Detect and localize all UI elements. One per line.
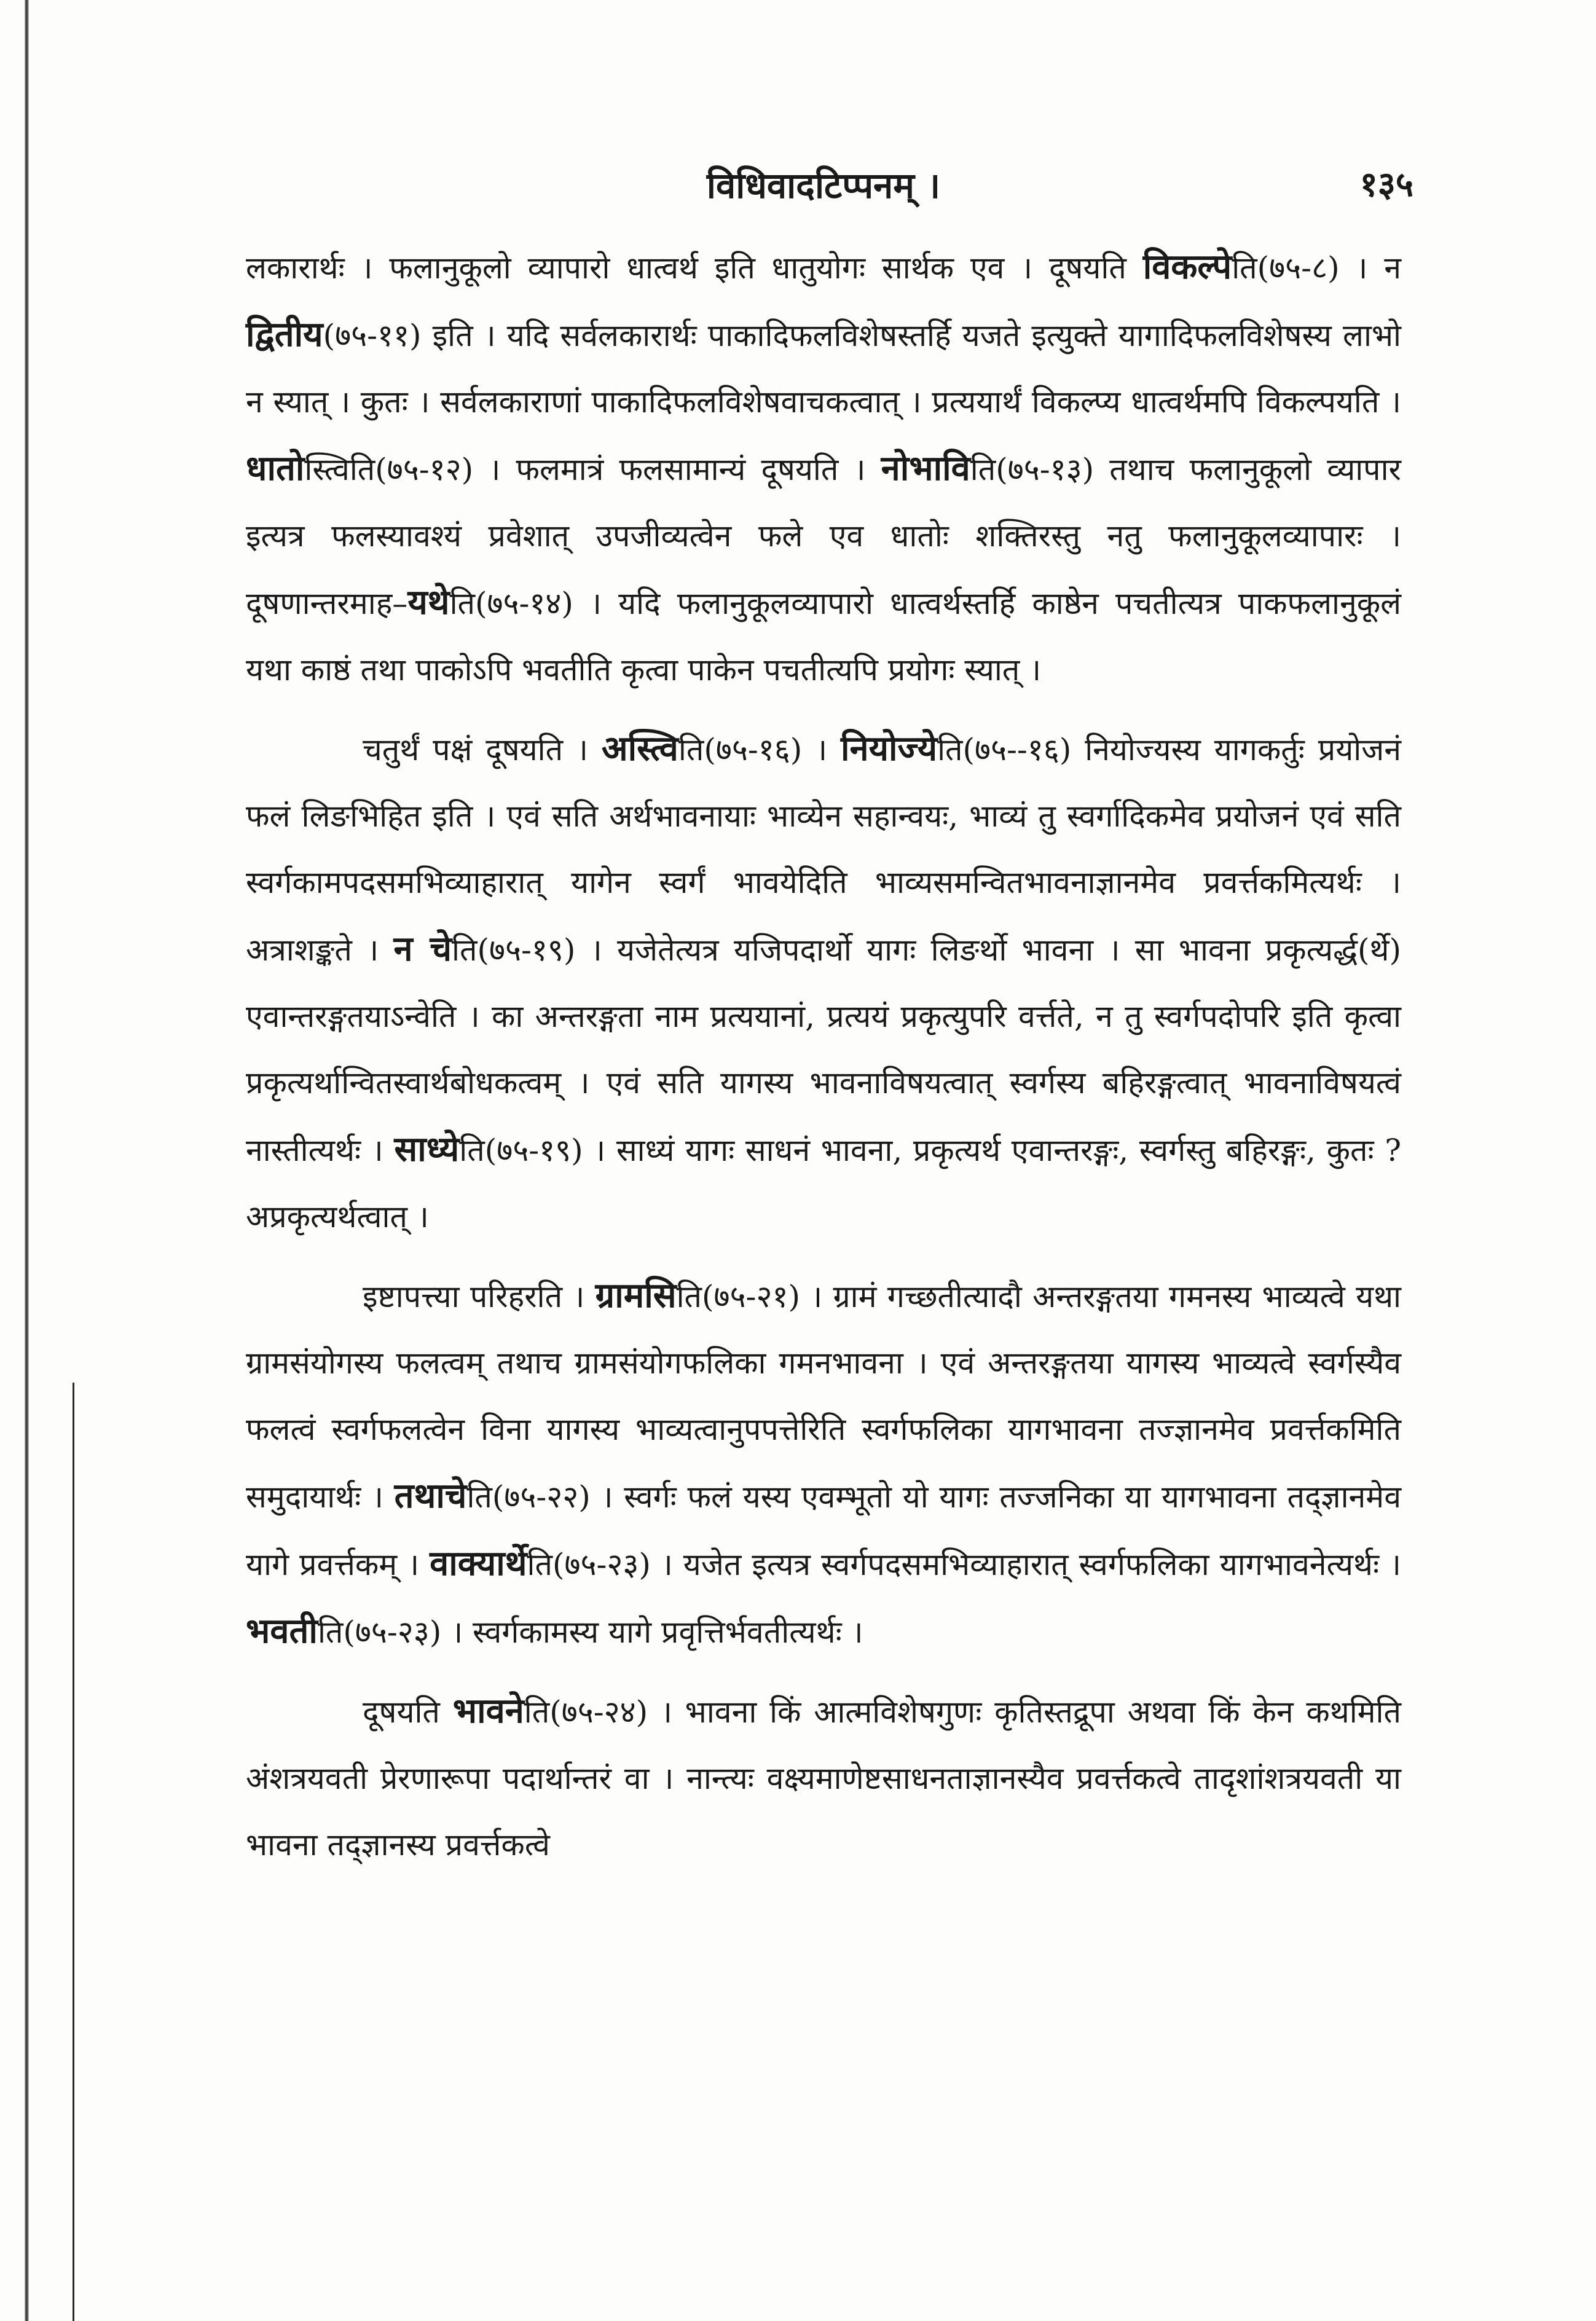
lemma-reference: यथे xyxy=(407,582,450,622)
text-segment: ति(७५-२१) । ग्रामं गच्छतीत्यादौ अन्तरङ्गतया गमनस्य भाव्यत्वे यथा ग्रामसंयोगस्य फलत्वम् तथाच ग्रामसंयोगफलिका गमनभावना । एवं अन्तरङ्गतया यागस्य भाव्यत्वे स्वर्गस्यैव फलत्वं स्वर्गफलत्वेन विना यागस्य भाव्यत्वानुपपत्तेरिति स्वर्गफलिका यागभावना तज्ज्ञानमेव प्रवर्त्तकमिति समुदायार्थः । xyxy=(246,1279,1401,1515)
binding-shadow xyxy=(25,0,29,2321)
text-segment: ति(७५-२२) । स्वर्गः फलं यस्य एवम्भूतो यो यागः तज्जनिका या यागभावना तद्ज्ञानमेव यागे प्रवर्त्तकम् । xyxy=(246,1479,1401,1582)
page-number: १३५ xyxy=(1359,164,1413,205)
lemma-reference: नियोज्ये xyxy=(840,728,938,769)
text-segment: ति(७५-८) । न xyxy=(1232,250,1401,286)
page-title: विधिवादटिप्पनम् । xyxy=(706,165,941,206)
paragraph xyxy=(246,1262,1401,1665)
lemma-reference: धातो xyxy=(246,448,305,489)
lemma-reference: तथाचे xyxy=(394,1475,467,1516)
text-segment: स्त्विति(७५-१२) । फलमात्रं फलसामान्यं दूषयति । xyxy=(304,452,881,487)
text-segment: चतुर्थं पक्षं दूषयति । xyxy=(363,732,602,768)
paragraph xyxy=(246,715,1401,1250)
lemma-reference: साध्ये xyxy=(394,1129,460,1169)
lemma-reference: अस्त्वि xyxy=(601,728,678,769)
text-segment: ति(७५-१६) । xyxy=(678,732,841,768)
lemma-reference: विकल्पे xyxy=(1142,246,1232,287)
body-text xyxy=(246,234,1401,1878)
text-segment: लकारार्थः । फलानुकूलो व्यापारो धात्वर्थ इति धातुयोगः सार्थक एव । दूषयति xyxy=(246,250,1143,286)
text-segment: इष्टापत्त्या परिहरति । xyxy=(363,1279,596,1314)
lemma-reference: न चे xyxy=(393,929,452,969)
text-segment: ति(७५-१३) तथाच फलानुकूलो व्यापार इत्यत्र फलस्यावश्यं प्रवेशात् उपजीव्यत्वेन फले एव धातोः शक्तिरस्तु नतु फलानुकूलव्यापारः । दूषणान्तरमाह– xyxy=(246,452,1401,621)
text-segment: ति(७५-१९) । यजेतेत्यत्र यजिपदार्थो यागः लिङर्थो भावना । सा भावना प्रकृत्यर्द्ध(र्थे) एवान्तरङ्गतयाऽन्वेति । का अन्तरङ्गता नाम प्रत्ययानां, प्रत्ययं प्रकृत्युपरि वर्त्तते, न तु स्वर्गपदोपरि इति कृत्वा प्रकृत्यर्थान्वितस्वार्थबोधकत्वम् । एवं सति यागस्य भावनाविषयत्वात् स्वर्गस्य बहिरङ्गत्वात् भावनाविषयत्वं नास्तीत्यर्थः । xyxy=(246,932,1401,1168)
text-segment: ति(७५-१४) । यदि फलानुकूलव्यापारो धात्वर्थस्तर्हि काष्ठेन पचतीत्यत्र पाकफलानुकूलं यथा काष्ठं तथा पाकोऽपि भवतीति कृत्वा पाकेन पचतीत्यपि प्रयोगः स्यात् । xyxy=(246,586,1401,688)
text-segment: (७५-११) इति । यदि सर्वलकारार्थः पाकादिफलविशेषस्तर्हि यजते इत्युक्ते यागादिफलविशेषस्य लाभो न स्यात् । कुतः । सर्वलकाराणां पाकादिफलविशेषवाचकत्वात् । प्रत्ययार्थं विकल्प्य धात्वर्थमपि विकल्पयति । xyxy=(246,318,1401,420)
text-segment: ति(७५-२३) । स्वर्गकामस्य यागे प्रवृत्तिर्भवतीत्यर्थः । xyxy=(317,1614,863,1650)
paragraph xyxy=(246,234,1401,703)
lemma-reference: भवती xyxy=(246,1611,318,1651)
text-segment: ति(७५-२३) । यजेत इत्यत्र स्वर्गपदसमभिव्याहारात् स्वर्गफलिका यागभावनेत्यर्थः । xyxy=(527,1547,1401,1582)
text-segment: ति(७५-१९) । साध्यं यागः साधनं भावना, प्रकृत्यर्थ एवान्तरङ्गः, स्वर्गस्तु बहिरङ्गः, कुतः ? अप्रकृत्यर्थत्वात् । xyxy=(246,1133,1402,1235)
lemma-reference: ग्रामसि xyxy=(595,1275,677,1316)
margin-rule xyxy=(73,1383,74,2321)
paragraph xyxy=(246,1678,1401,1878)
text-segment: ति(७५-२४) । भावना किं आत्मविशेषगुणः कृतिस्तद्रूपा अथवा किं केन कथमिति अंशत्रयवती प्रेरणारूपा पदार्थान्तरं वा । नान्त्यः वक्ष्यमाणेष्टसाधनताज्ञानस्यैव प्रवर्त्तकत्वे तादृशांशत्रयवती या भावना तद्ज्ञानस्य प्रवर्त्तकत्वे xyxy=(246,1694,1402,1863)
text-segment: दूषयति xyxy=(363,1694,453,1730)
text-segment: ति(७५--१६) नियोज्यस्य यागकर्तुः प्रयोजनं फलं लिङभिहित इति । एवं सति अर्थभावनायाः भाव्येन सहान्वयः, भाव्यं तु स्वर्गादिकमेव प्रयोजनं एवं सति स्वर्गकामपदसमभिव्याहारात् यागेन स्वर्गं भावयेदिति भाव्यसमन्वितभावनाज्ञानमेव प्रवर्त्तकमित्यर्थः । अत्राशङ्कते । xyxy=(246,732,1402,968)
lemma-reference: भावने xyxy=(452,1691,524,1731)
lemma-reference: वाक्यार्थे xyxy=(430,1543,527,1584)
running-head xyxy=(246,160,1413,234)
page xyxy=(246,160,1413,1878)
lemma-reference: नोभावि xyxy=(881,448,970,489)
lemma-reference: द्वितीय xyxy=(246,314,323,355)
